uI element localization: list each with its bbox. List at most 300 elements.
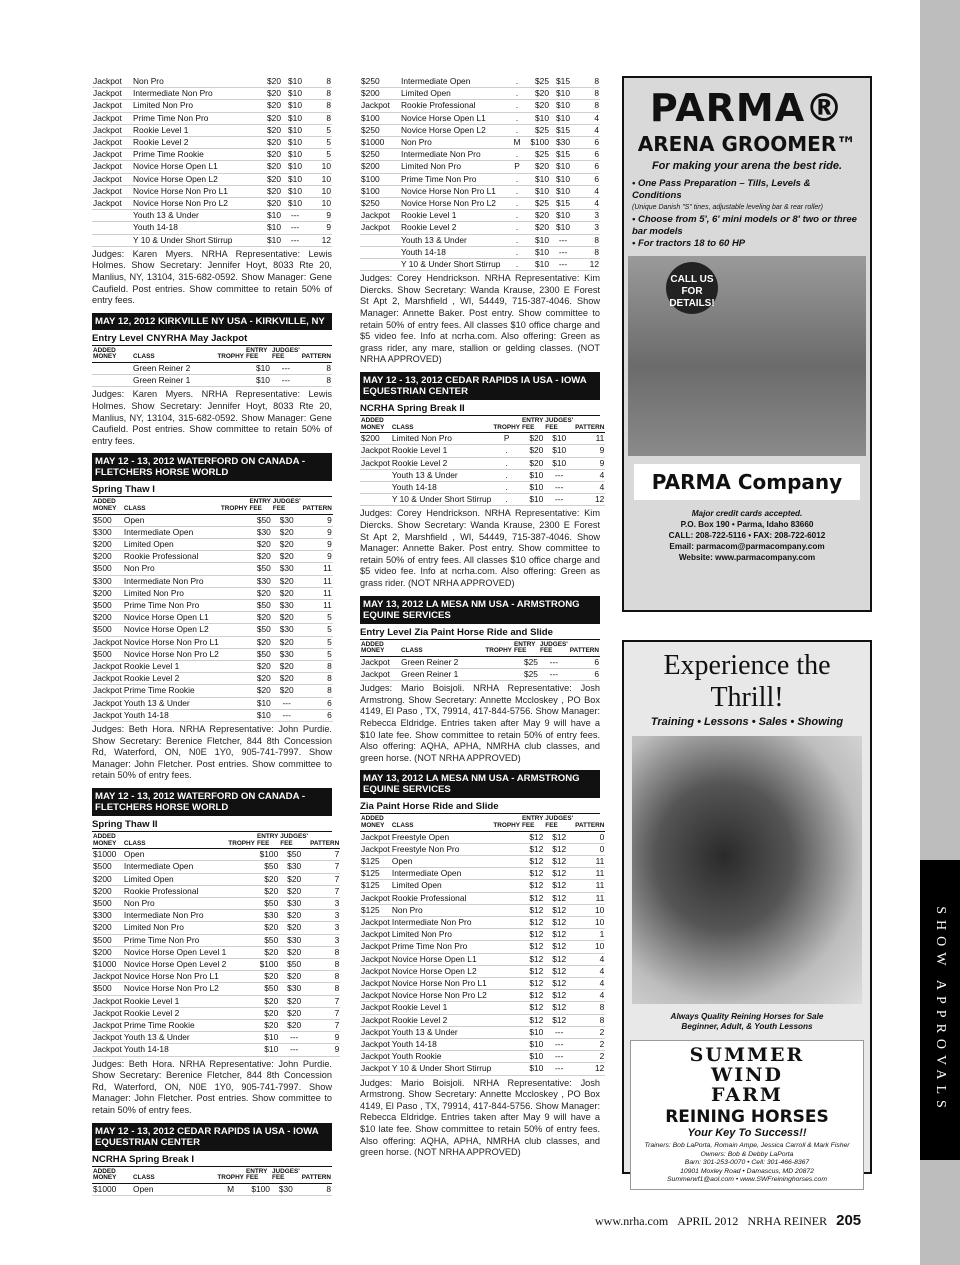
judges-fee: $30 xyxy=(272,599,302,611)
table-row xyxy=(92,76,332,88)
judges-fee: $10 xyxy=(282,137,308,149)
table-row xyxy=(92,1044,340,1056)
class-name: Novice Horse Open L2 xyxy=(132,173,242,185)
pattern: 1 xyxy=(574,929,605,941)
judges-fee: $20 xyxy=(272,612,302,624)
entry-fee: $20 xyxy=(256,885,279,897)
judges-fee: $20 xyxy=(272,526,302,538)
column-header-entry: ENTRY FEE xyxy=(521,815,544,829)
added-money: $500 xyxy=(92,983,123,995)
judges-fee: $10 xyxy=(550,185,576,197)
column-header-judges: JUDGES' FEE xyxy=(271,1167,300,1182)
entry-fee: $10 xyxy=(256,222,282,234)
entry-fee: $10 xyxy=(524,259,550,271)
table-row xyxy=(360,904,605,916)
trophy: . xyxy=(492,482,521,494)
column-header-entry: ENTRY FEE xyxy=(521,417,544,431)
judges-fee: $10 xyxy=(544,457,574,469)
thrill-title: Experience the Thrill! xyxy=(663,650,831,713)
entry-fee: $20 xyxy=(256,112,282,124)
added-money: $500 xyxy=(92,563,123,575)
judges-fee: --- xyxy=(544,469,574,481)
entry-fee: $20 xyxy=(248,661,271,673)
trophy xyxy=(242,222,256,234)
pattern: 12 xyxy=(308,234,332,246)
class-name: Rookie Level 1 xyxy=(391,1002,492,1014)
table-row xyxy=(360,965,605,977)
class-name: Non Pro xyxy=(400,137,510,149)
parma-contact xyxy=(624,508,870,563)
trophy: . xyxy=(492,494,521,506)
pattern: 6 xyxy=(576,173,600,185)
added-money: Jackpot xyxy=(93,636,122,647)
trophy xyxy=(492,916,521,928)
table-row xyxy=(360,941,605,953)
judges-fee: --- xyxy=(539,668,569,680)
pattern: 11 xyxy=(574,880,605,892)
table-row xyxy=(92,526,333,538)
added-money: $125 xyxy=(360,880,391,892)
judges-fee: $10 xyxy=(282,112,308,124)
added-money: $1000 xyxy=(92,1183,132,1195)
trophy xyxy=(216,363,245,375)
column-header-money: ADDED MONEY xyxy=(361,417,385,431)
trophy: . xyxy=(510,112,524,124)
table-row xyxy=(92,198,332,210)
class-name: Open xyxy=(123,849,227,861)
pattern: 6 xyxy=(569,656,600,668)
class-name: Novice Horse Non Pro L1 xyxy=(132,185,242,197)
class-name: Rookie Level 1 xyxy=(123,661,220,673)
swf-owners: Owners: Bob & Debby LaPorta xyxy=(700,1150,794,1158)
class-name: Youth 13 & Under xyxy=(132,210,242,222)
entry-fee: $10 xyxy=(521,1051,544,1063)
added-money: Jackpot xyxy=(92,185,132,197)
column-header-class: CLASS xyxy=(133,353,155,361)
pattern: 8 xyxy=(576,76,600,88)
table-row xyxy=(360,161,600,173)
entry-fee: $20 xyxy=(248,612,271,624)
class-title: NCRHA Spring Break II xyxy=(360,403,600,416)
table-row xyxy=(92,995,340,1007)
entry-fee: $12 xyxy=(521,843,544,855)
table-row xyxy=(92,587,333,599)
pattern: 9 xyxy=(574,445,605,457)
show-details: Judges: Mario Boisjoli. NRHA Representative: Josh Armstrong. Show Secretary: Annette Mccloskey , PO Box 4149, El Paso , TX, 79914, 417-844-5756. Show Manager: Rebecca Eldridge. Entries taken after May 9 will have a $10 late fee. Show committee to retain 50% of entry fees. Also offering: AQHA, APHA, NMRHA club classes, and green horse. (NOT NRHA APPROVED) xyxy=(360,683,600,763)
judges-fee: $10 xyxy=(550,222,576,234)
column-header-class: CLASS xyxy=(391,423,414,431)
trophy xyxy=(242,112,256,124)
pattern: 6 xyxy=(569,668,600,680)
entry-fee: $10 xyxy=(256,1032,279,1044)
trophy xyxy=(492,855,521,867)
table-row xyxy=(92,897,340,909)
show-date-location: MAY 13, 2012 LA MESA NM USA - ARMSTRONG EQUINE SERVICES xyxy=(360,596,600,624)
added-money: Jackpot xyxy=(93,1044,122,1055)
show-details: Judges: Mario Boisjoli. NRHA Representative: Josh Armstrong. Show Secretary: Annette Mccloskey , PO Box 4149, El Paso , TX, 79914, 417-844-5756. Show Manager: Rebecca Eldridge. Entries taken after May 9 will have a $10 late fee. Show committee to retain 50% of entry fees. Also offering: AQHA, APHA, NMRHA club classes, and green horse. (NOT NRHA APPROVED) xyxy=(360,1077,600,1158)
table-row xyxy=(360,259,600,271)
trophy xyxy=(484,668,513,680)
entry-fee: $12 xyxy=(521,904,544,916)
column-header-trophy: TROPHY xyxy=(217,353,244,361)
table-row xyxy=(92,222,332,234)
entry-fee: $20 xyxy=(256,137,282,149)
judges-fee: $20 xyxy=(279,922,309,934)
judges-fee: $50 xyxy=(279,849,309,861)
added-money: $200 xyxy=(360,88,400,100)
column-header-pattern: PATTERN xyxy=(310,839,340,847)
table-row xyxy=(92,873,340,885)
trophy xyxy=(492,1038,521,1050)
pattern: 4 xyxy=(574,977,605,989)
swf-address: 10901 Moxley Road • Damascus, MD 20872 xyxy=(680,1167,814,1175)
entry-fee: $20 xyxy=(256,873,279,885)
judges-fee: $10 xyxy=(550,173,576,185)
table-row xyxy=(92,648,333,660)
show-date-location: MAY 12 - 13, 2012 WATERFORD ON CANADA - FLETCHERS HORSE WORLD xyxy=(92,788,332,816)
trophy xyxy=(484,656,513,668)
table-row xyxy=(360,137,600,149)
parma-website: Website: www.parmacompany.com xyxy=(678,553,816,562)
judges-fee: $15 xyxy=(550,76,576,88)
pattern: 4 xyxy=(574,469,605,481)
footer-url[interactable]: www.nrha.com xyxy=(595,1214,669,1228)
trophy xyxy=(242,76,256,88)
entry-fee: $12 xyxy=(521,1002,544,1014)
pattern: 5 xyxy=(308,137,332,149)
summer-wind-farm-ad xyxy=(622,640,872,1184)
trophy xyxy=(492,880,521,892)
pattern: 3 xyxy=(309,910,340,922)
entry-fee: $10 xyxy=(256,210,282,222)
trophy xyxy=(220,697,249,709)
added-money: Jackpot xyxy=(361,990,390,1001)
entry-fee: $25 xyxy=(524,124,550,136)
table-row xyxy=(92,161,332,173)
judges-fee: $15 xyxy=(550,124,576,136)
show-details: Judges: Corey Hendrickson. NRHA Representative: Kim Diercks. Show Secretary: Wanda Krause, 2300 E Forest St Apt 2, Marshfield , WI, 54449, 715-387-4046. Show Manager: Annette Baker. Post entry. Show committee to retain 50% of entry fees. All classes $10 office charge and $5 video fee. Info at ncrha.com. Also offering: Green as grass rider. (NOT NRHA APPROVED) xyxy=(360,508,600,588)
trophy xyxy=(220,551,249,563)
show-listing xyxy=(92,76,332,307)
table-row xyxy=(92,849,340,861)
entry-fee: $50 xyxy=(256,934,279,946)
column-header-trophy: TROPHY xyxy=(217,1174,244,1182)
added-money: Jackpot xyxy=(361,1063,390,1074)
added-money xyxy=(92,234,132,246)
entry-fee: $10 xyxy=(245,375,271,387)
judges-fee: --- xyxy=(279,1044,309,1056)
table-row xyxy=(92,100,332,112)
show-listing xyxy=(360,372,605,590)
table-row xyxy=(92,1007,340,1019)
column-header-money: ADDED MONEY xyxy=(93,346,117,361)
trophy xyxy=(227,910,256,922)
trophy xyxy=(227,971,256,983)
entry-fee: $20 xyxy=(524,161,550,173)
table-row xyxy=(92,149,332,161)
table-row xyxy=(360,494,605,506)
trophy xyxy=(220,599,249,611)
pattern: 2 xyxy=(574,1051,605,1063)
judges-fee: $12 xyxy=(544,929,574,941)
judges-fee: $10 xyxy=(282,198,308,210)
pattern: 7 xyxy=(309,1020,340,1032)
table-row xyxy=(360,929,605,941)
class-name: Novice Horse Non Pro L1 xyxy=(391,977,492,989)
middle-column xyxy=(360,76,605,1165)
pattern: 6 xyxy=(576,161,600,173)
class-name: Novice Horse Open Level 1 xyxy=(123,946,227,957)
thrill-sale-lines xyxy=(624,1012,870,1032)
judges-fee: $20 xyxy=(272,661,302,673)
entry-fee: $50 xyxy=(248,624,271,636)
class-name: Limited Non Pro xyxy=(123,922,227,934)
class-name: Limited Non Pro xyxy=(400,161,510,173)
judges-fee: $10 xyxy=(550,100,576,112)
trophy xyxy=(227,934,256,946)
class-name: Rookie Level 1 xyxy=(123,995,227,1007)
trophy xyxy=(227,983,256,995)
entry-fee: $20 xyxy=(256,1020,279,1032)
trophy xyxy=(220,673,249,685)
judges-fee: $12 xyxy=(544,941,574,953)
added-money: $100 xyxy=(360,173,400,185)
entry-fee: $50 xyxy=(248,563,271,575)
parma-bullets xyxy=(624,178,870,250)
pattern: 8 xyxy=(309,971,340,983)
trophy xyxy=(227,1007,256,1019)
class-name: Prime Time Non Pro xyxy=(400,173,510,185)
trophy xyxy=(220,685,249,697)
added-money: Jackpot xyxy=(360,210,400,222)
judges-fee: $30 xyxy=(279,934,309,946)
parma-bullet-note: (Unique Danish "S" tines, adjustable leveling bar & rear roller) xyxy=(632,204,823,211)
pattern: 9 xyxy=(302,526,333,538)
class-name: Youth Rookie xyxy=(391,1051,492,1063)
class-name: Limited Open xyxy=(400,88,510,100)
pattern: 11 xyxy=(574,868,605,880)
judges-fee: $12 xyxy=(544,1014,574,1026)
entry-fee: $12 xyxy=(521,965,544,977)
class-name: Novice Horse Non Pro L2 xyxy=(123,983,227,995)
pattern: 8 xyxy=(574,1002,605,1014)
added-money: $300 xyxy=(92,910,123,922)
pattern: 10 xyxy=(308,185,332,197)
pattern: 8 xyxy=(309,959,340,971)
column-header-class: CLASS xyxy=(123,504,146,512)
table-row xyxy=(360,185,600,197)
added-money: $500 xyxy=(92,934,123,946)
class-name: Prime Time Non Pro xyxy=(123,934,227,946)
trophy xyxy=(220,587,249,599)
table-row xyxy=(360,482,605,494)
table-row xyxy=(360,1026,605,1038)
judges-fee: --- xyxy=(271,363,301,375)
class-name: Rookie Professional xyxy=(391,892,492,904)
trophy xyxy=(220,612,249,624)
judges-fee: $12 xyxy=(544,868,574,880)
swf-name-3: FARM xyxy=(711,1084,783,1106)
table-row xyxy=(360,953,605,965)
added-money: Jackpot xyxy=(92,198,132,210)
class-name: Intermediate Open xyxy=(391,868,492,880)
class-name: Rookie Level 2 xyxy=(391,1014,492,1026)
trophy xyxy=(220,563,249,575)
added-money: Jackpot xyxy=(361,843,390,854)
class-name: Prime Time Rookie xyxy=(123,685,220,697)
entry-fee: $20 xyxy=(524,222,550,234)
reining-horse-photo xyxy=(632,736,862,1004)
trophy: . xyxy=(492,445,521,457)
judges-fee: --- xyxy=(544,1026,574,1038)
column-header-trophy: TROPHY xyxy=(493,423,520,431)
entry-fee: $50 xyxy=(256,983,279,995)
added-money: $1000 xyxy=(92,959,123,971)
trophy: M xyxy=(216,1183,245,1195)
table-row xyxy=(92,210,332,222)
table-row xyxy=(92,88,332,100)
entry-fee: $100 xyxy=(256,849,279,861)
entry-fee: $12 xyxy=(521,929,544,941)
added-money: Jackpot xyxy=(360,222,400,234)
table-row xyxy=(360,1038,605,1050)
pattern: 8 xyxy=(576,246,600,258)
pattern: 8 xyxy=(302,673,333,685)
class-title: NCRHA Spring Break I xyxy=(92,1154,332,1167)
trophy xyxy=(492,965,521,977)
judges-fee: $12 xyxy=(544,1002,574,1014)
class-title: Spring Thaw II xyxy=(92,819,332,832)
entry-fee: $25 xyxy=(524,149,550,161)
judges-fee: $10 xyxy=(282,76,308,88)
pattern: 9 xyxy=(302,538,333,550)
added-money: Jackpot xyxy=(361,892,390,903)
judges-fee: $10 xyxy=(550,161,576,173)
pattern: 7 xyxy=(309,1007,340,1019)
trophy xyxy=(242,88,256,100)
added-money: Jackpot xyxy=(361,445,390,456)
column-header-class: CLASS xyxy=(391,821,414,829)
added-money: Jackpot xyxy=(361,1051,390,1062)
class-table xyxy=(360,76,600,271)
pattern: 12 xyxy=(574,1063,605,1075)
trophy xyxy=(220,648,249,660)
table-row xyxy=(92,234,332,246)
judges-fee: $20 xyxy=(272,673,302,685)
pattern: 4 xyxy=(576,185,600,197)
added-money: $1000 xyxy=(360,137,400,149)
class-name: Limited Non Pro xyxy=(132,100,242,112)
trophy xyxy=(492,977,521,989)
table-row xyxy=(92,538,333,550)
class-name: Green Reiner 1 xyxy=(132,375,216,387)
table-row xyxy=(92,599,333,611)
table-row xyxy=(92,661,333,673)
added-money: $250 xyxy=(360,124,400,136)
entry-fee: $20 xyxy=(256,76,282,88)
judges-fee: $10 xyxy=(282,149,308,161)
show-listing xyxy=(360,596,600,765)
entry-fee: $10 xyxy=(256,1044,279,1056)
class-name: Freestyle Open xyxy=(391,831,492,843)
judges-fee: $50 xyxy=(279,959,309,971)
entry-fee: $12 xyxy=(521,916,544,928)
judges-fee: $12 xyxy=(544,977,574,989)
class-title: Zia Paint Horse Ride and Slide xyxy=(360,801,600,814)
show-date-location: MAY 13, 2012 LA MESA NM USA - ARMSTRONG EQUINE SERVICES xyxy=(360,770,600,798)
trophy xyxy=(492,892,521,904)
added-money: $200 xyxy=(360,433,391,445)
column-header-money: ADDED MONEY xyxy=(361,815,385,829)
pattern: 4 xyxy=(576,112,600,124)
entry-fee: $30 xyxy=(248,526,271,538)
table-row xyxy=(92,697,333,709)
column-header-money: ADDED MONEY xyxy=(361,640,385,655)
entry-fee: $12 xyxy=(521,880,544,892)
judges-fee: $20 xyxy=(279,910,309,922)
class-name: Novice Horse Open L1 xyxy=(391,953,492,965)
judges-fee: $20 xyxy=(279,946,309,958)
class-name: Freestyle Non Pro xyxy=(391,843,492,855)
show-details: Judges: Corey Hendrickson. NRHA Representative: Kim Diercks. Show Secretary: Wanda Krause, 2300 E Forest St Apt 2, Marshfield , WI, 54449, 715-387-4046. Show Manager: Annette Baker. Post entry. Show committee to retain 50% of entry fees. All classes $10 office charge and $5 video fee. Info at ncrha.com. Also offering: Green as grass rider, any mare, stallion or gelding classes. (NOT NRHA APPROVED) xyxy=(360,273,600,365)
trophy: . xyxy=(510,198,524,210)
entry-fee: $10 xyxy=(256,234,282,246)
entry-fee: $20 xyxy=(256,149,282,161)
thrill-subtitle: Training • Lessons • Sales • Showing xyxy=(650,716,844,728)
trophy xyxy=(220,526,249,538)
show-date-location: MAY 12 - 13, 2012 CEDAR RAPIDS IA USA - IOWA EQUESTRIAN CENTER xyxy=(92,1123,332,1151)
entry-fee: $12 xyxy=(521,831,544,843)
parma-address: P.O. Box 190 • Parma, Idaho 83660 xyxy=(680,520,814,529)
added-money: $200 xyxy=(92,873,123,885)
entry-fee: $10 xyxy=(248,697,271,709)
table-row xyxy=(92,971,340,983)
entry-fee: $20 xyxy=(248,673,271,685)
judges-fee: $20 xyxy=(272,685,302,697)
judges-fee: $15 xyxy=(550,149,576,161)
table-row xyxy=(360,246,600,258)
entry-fee: $50 xyxy=(256,897,279,909)
table-row xyxy=(360,124,600,136)
trophy xyxy=(492,941,521,953)
class-name: Limited Open xyxy=(123,873,227,885)
swf-name-1: SUMMER xyxy=(689,1044,805,1066)
added-money xyxy=(360,234,400,246)
show-listing xyxy=(92,1123,332,1196)
added-money: $100 xyxy=(360,185,400,197)
entry-fee: $20 xyxy=(524,100,550,112)
pattern: 3 xyxy=(309,934,340,946)
entry-fee: $20 xyxy=(256,161,282,173)
class-name: Limited Non Pro xyxy=(391,929,492,941)
class-name: Y 10 & Under Short Stirrup xyxy=(400,259,510,271)
judges-fee: $12 xyxy=(544,916,574,928)
pattern: 6 xyxy=(576,149,600,161)
table-row xyxy=(360,222,600,234)
added-money: $500 xyxy=(92,897,123,909)
entry-fee: $20 xyxy=(256,88,282,100)
class-name: Intermediate Open xyxy=(123,861,227,873)
judges-fee: $10 xyxy=(282,161,308,173)
entry-fee: $20 xyxy=(248,587,271,599)
class-name: Intermediate Open xyxy=(400,76,510,88)
judges-fee: $12 xyxy=(544,831,574,843)
pattern: 6 xyxy=(576,137,600,149)
judges-fee: $20 xyxy=(272,538,302,550)
judges-fee: $12 xyxy=(544,904,574,916)
column-header-judges: JUDGES' FEE xyxy=(539,640,568,655)
swf-info xyxy=(635,1142,859,1185)
